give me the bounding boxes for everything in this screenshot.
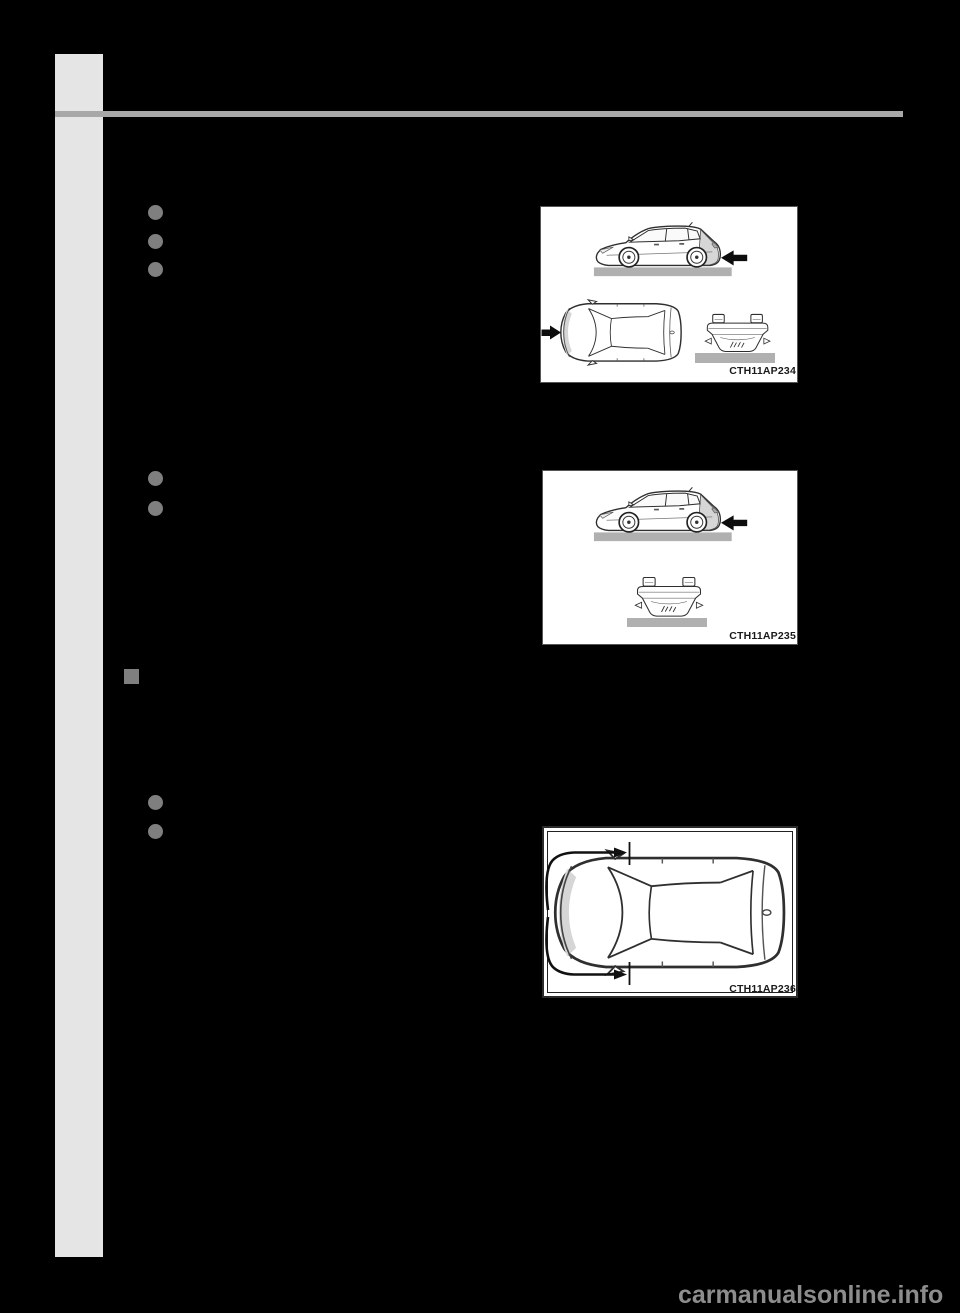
site-watermark: carmanualsonline.info <box>678 1281 944 1309</box>
bullet-icon <box>148 471 163 486</box>
car-top-view-large <box>555 850 784 974</box>
figure-column <box>540 206 798 998</box>
figure-code-label: CTH11AP235 <box>729 630 796 642</box>
figure-rear-front-impact-rollover <box>541 207 798 383</box>
bullet-icon <box>148 501 163 516</box>
figure-oblique-front-impact <box>543 827 797 997</box>
figure-code-label: CTH11AP236 <box>729 983 796 995</box>
bullet-icon <box>148 824 163 839</box>
section-square-icon <box>124 669 139 684</box>
page-margin-bar <box>55 54 103 1257</box>
header-rule <box>55 111 903 117</box>
bullet-icon <box>148 205 163 220</box>
bullet-icon <box>148 262 163 277</box>
bullet-icon <box>148 234 163 249</box>
figure-rear-impact-rollover <box>543 471 798 645</box>
car-top-view-front-impact <box>561 300 681 365</box>
bullet-icon <box>148 795 163 810</box>
figure-code-label: CTH11AP234 <box>729 365 796 377</box>
